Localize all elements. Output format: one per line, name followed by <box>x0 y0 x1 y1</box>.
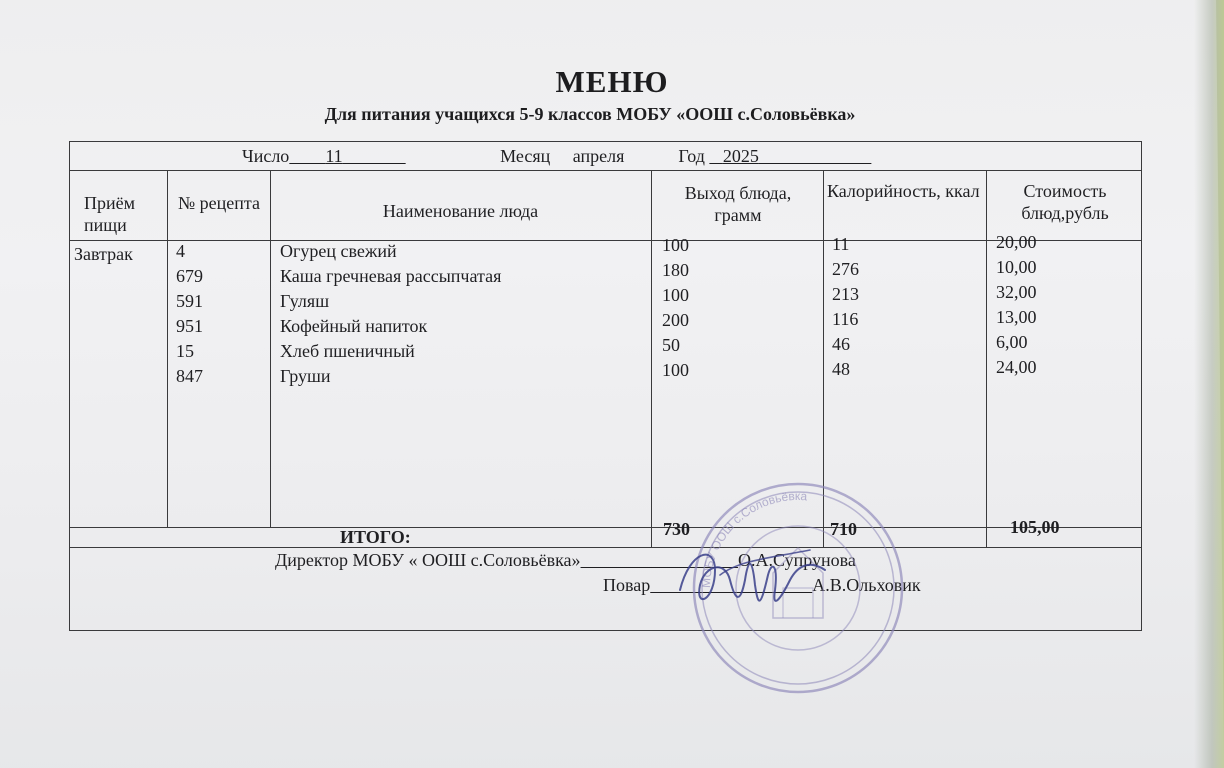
cell-cost: 20,00 <box>996 232 1037 252</box>
header-cost: Стоимость блюд,рубль <box>1021 181 1109 223</box>
header-dish: Наименование люда <box>382 201 539 221</box>
cook-name: А.В.Ольховик <box>812 575 921 595</box>
day-value: 11 <box>325 146 343 166</box>
cell-dish: Хлеб пшеничный <box>280 341 415 361</box>
cell-dish: Каша гречневая рассыпчатая <box>280 266 502 286</box>
cell-cost: 24,00 <box>996 357 1037 377</box>
menu-table <box>69 141 1142 631</box>
header-yield: Выход блюда, грамм <box>684 183 792 225</box>
cell-yield: 100 <box>662 285 689 305</box>
dish-column <box>280 239 501 389</box>
director-label: Директор МОБУ « ООШ с.Соловьёвка» <box>275 550 581 570</box>
cell-cost: 6,00 <box>996 332 1028 352</box>
totals-cost: 105,00 <box>1010 517 1060 537</box>
header-recipe: № рецепта <box>178 193 260 213</box>
paper-edge <box>1194 0 1224 768</box>
stamp-text: МОБУ ООШ с.Соловьёвка <box>698 488 808 589</box>
totals-yield: 730 <box>663 519 690 539</box>
cost-column <box>996 230 1037 380</box>
cell-recipe: 591 <box>176 291 203 311</box>
cell-calories: 276 <box>832 259 859 279</box>
row-divider <box>70 170 1141 171</box>
cell-recipe: 4 <box>176 241 185 261</box>
cell-cost: 10,00 <box>996 257 1037 277</box>
row-divider <box>70 240 1141 241</box>
column-divider <box>823 170 824 547</box>
cell-yield: 100 <box>662 235 689 255</box>
header-meal: Приём пищи <box>84 193 136 235</box>
menu-title: МЕНЮ <box>555 64 669 99</box>
month-label: Месяц <box>500 146 551 166</box>
cell-recipe: 951 <box>176 316 203 336</box>
cell-dish: Огурец свежий <box>280 241 397 261</box>
cell-calories: 213 <box>832 284 859 304</box>
date-row <box>242 145 871 167</box>
row-divider <box>70 527 1141 528</box>
yield-column <box>662 233 689 383</box>
cell-dish: Гуляш <box>280 291 330 311</box>
recipe-column <box>176 239 203 389</box>
cell-dish: Кофейный напиток <box>280 316 428 336</box>
cell-yield: 180 <box>662 260 689 280</box>
year-value: 2025 <box>722 146 759 166</box>
cell-yield: 100 <box>662 360 689 380</box>
column-divider <box>986 170 987 547</box>
year-label: Год <box>678 146 705 166</box>
cell-yield: 200 <box>662 310 689 330</box>
column-divider <box>167 170 168 527</box>
cell-calories: 48 <box>832 359 850 379</box>
cell-dish: Груши <box>280 366 331 386</box>
month-value: апреля <box>572 146 625 166</box>
cell-cost: 32,00 <box>996 282 1037 302</box>
cook-line <box>603 574 921 596</box>
calories-column <box>832 232 859 382</box>
cell-calories: 11 <box>832 234 850 254</box>
day-label: Число <box>242 146 290 166</box>
cell-recipe: 847 <box>176 366 203 386</box>
cook-label: Повар <box>603 575 651 595</box>
director-name: О.А.Супрунова <box>738 550 856 570</box>
cell-cost: 13,00 <box>996 307 1037 327</box>
column-divider <box>270 170 271 527</box>
cell-recipe: 679 <box>176 266 203 286</box>
menu-subtitle: Для питания учащихся 5-9 классов МОБУ «ООШ с.Соловьёвка» <box>324 104 856 124</box>
header-calories: Калорийность, ккал <box>827 181 980 201</box>
totals-calories: 710 <box>830 519 857 539</box>
cell-calories: 116 <box>832 309 859 329</box>
column-divider <box>651 170 652 547</box>
cell-recipe: 15 <box>176 341 194 361</box>
row-divider <box>70 547 1141 548</box>
cell-yield: 50 <box>662 335 680 355</box>
totals-label: ИТОГО: <box>340 527 411 547</box>
meal-name: Завтрак <box>74 244 133 264</box>
cell-calories: 46 <box>832 334 850 354</box>
director-line <box>275 549 856 571</box>
